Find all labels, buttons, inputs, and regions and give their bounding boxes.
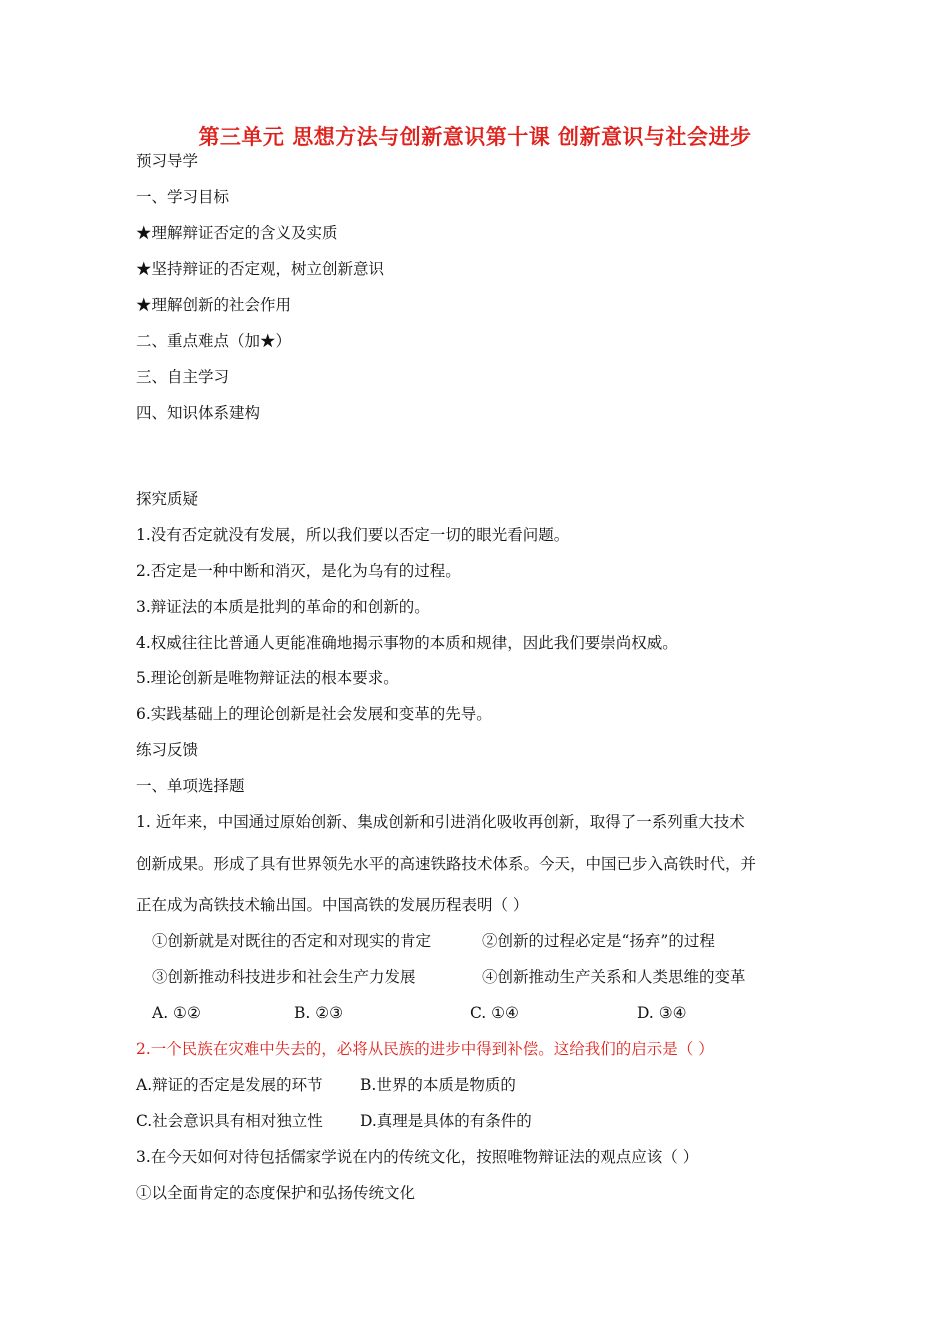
document-title: 第三单元 思想方法与创新意识第十课 创新意识与社会进步 xyxy=(198,125,752,149)
q3-option: ①以全面肯定的态度保护和弘扬传统文化 xyxy=(136,1184,416,1202)
q1-choice-a: A. ①② xyxy=(152,1004,201,1022)
q3-stem: 3.在今天如何对待包括儒家学说在内的传统文化，按照唯物辩证法的观点应该（ ） xyxy=(136,1148,699,1166)
knowledge-heading: 四、知识体系建构 xyxy=(136,404,261,422)
q2-stem: 2.一个民族在灾难中失去的，必将从民族的进步中得到补偿。这给我们的启示是（ ） xyxy=(136,1040,714,1058)
goal-item: ★理解辩证否定的含义及实质 xyxy=(136,224,338,242)
goal-item: ★坚持辩证的否定观，树立创新意识 xyxy=(136,260,385,278)
q2-choice-a: A.辩证的否定是发展的环节 xyxy=(136,1076,323,1094)
q1-choice-c: C. ①④ xyxy=(470,1004,519,1022)
q1-option: ①创新就是对既往的否定和对现实的肯定 xyxy=(152,932,432,950)
q2-choice-b: B.世界的本质是物质的 xyxy=(360,1076,516,1094)
q1-stem-line: 正在成为高铁技术输出国。中国高铁的发展历程表明（ ） xyxy=(136,896,529,914)
practice-heading: 练习反馈 xyxy=(136,741,199,759)
q1-option: ③创新推动科技进步和社会生产力发展 xyxy=(152,968,416,986)
inquiry-item: 6.实践基础上的理论创新是社会发展和变革的先导。 xyxy=(136,705,492,723)
inquiry-item: 1.没有否定就没有发展，所以我们要以否定一切的眼光看问题。 xyxy=(136,526,570,544)
inquiry-item: 3.辩证法的本质是批判的革命的和创新的。 xyxy=(136,598,430,616)
q2-choice-d: D.真理是具体的有条件的 xyxy=(360,1112,532,1130)
q1-stem-line: 创新成果。形成了具有世界领先水平的高速铁路技术体系。今天，中国已步入高铁时代，并 xyxy=(136,855,757,873)
inquiry-heading: 探究质疑 xyxy=(136,490,199,508)
goals-heading: 一、学习目标 xyxy=(136,188,230,206)
q1-stem-line: 1. 近年来，中国通过原始创新、集成创新和引进消化吸收再创新，取得了一系列重大技术 xyxy=(136,813,745,831)
q1-choice-b: B. ②③ xyxy=(294,1004,344,1022)
q1-choice-d: D. ③④ xyxy=(637,1004,687,1022)
single-choice-heading: 一、单项选择题 xyxy=(136,777,245,795)
preview-heading: 预习导学 xyxy=(136,152,199,170)
goal-item: ★理解创新的社会作用 xyxy=(136,296,292,314)
self-study-heading: 三、自主学习 xyxy=(136,368,230,386)
inquiry-item: 2.否定是一种中断和消灭，是化为乌有的过程。 xyxy=(136,562,461,580)
q1-option: ②创新的过程必定是“扬弃”的过程 xyxy=(482,932,715,950)
q2-choice-c: C.社会意识具有相对独立性 xyxy=(136,1112,323,1130)
q1-option: ④创新推动生产关系和人类思维的变革 xyxy=(482,968,746,986)
key-points-heading: 二、重点难点（加★） xyxy=(136,332,292,350)
inquiry-item: 5.理论创新是唯物辩证法的根本要求。 xyxy=(136,669,399,687)
inquiry-item: 4.权威往往比普通人更能准确地揭示事物的本质和规律，因此我们要崇尚权威。 xyxy=(136,634,678,652)
